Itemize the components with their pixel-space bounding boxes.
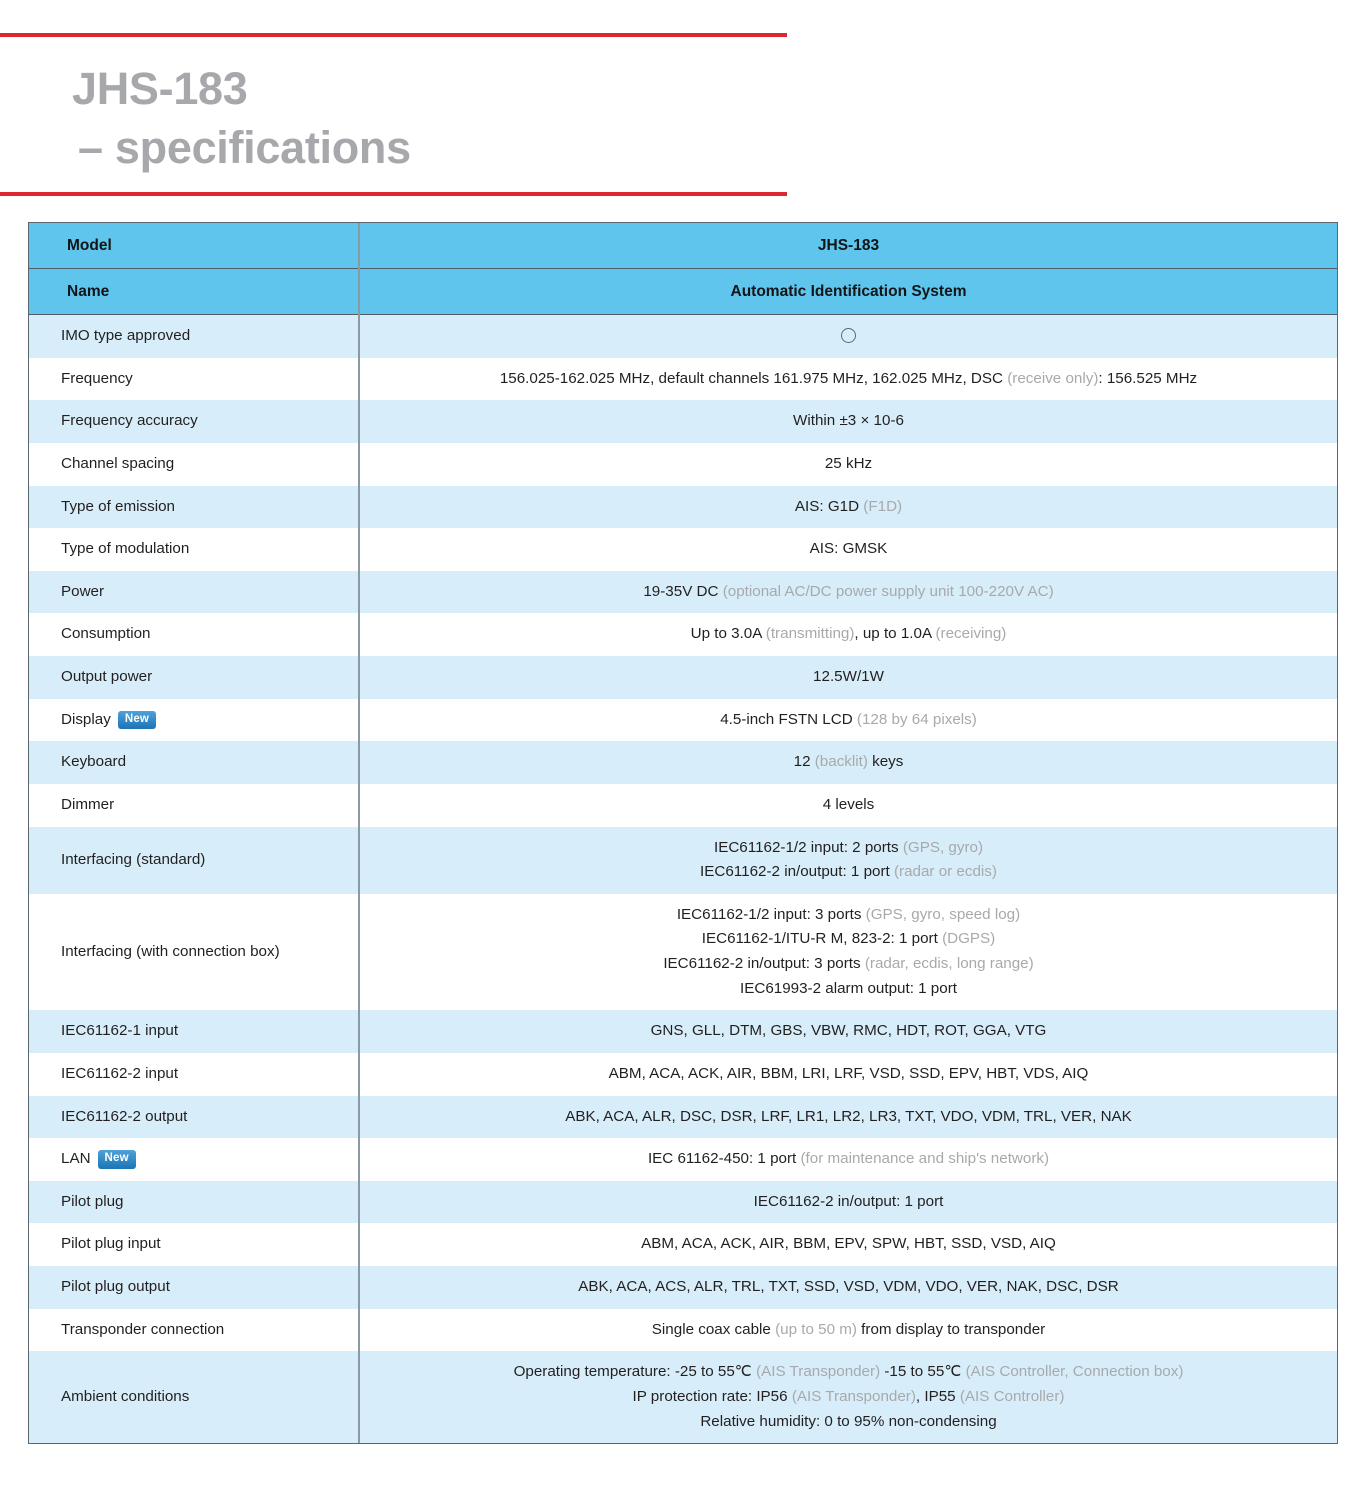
header-label-model: Model: [29, 223, 359, 269]
title-rule-bottom: [0, 192, 787, 196]
header-value-name: Automatic Identification System: [359, 268, 1337, 314]
page-title-main: JHS-183: [72, 63, 248, 114]
table-header-row: [29, 268, 1337, 314]
value-text: IEC61162-1/ITU-R M, 823-2: 1 port: [701, 930, 943, 948]
value-line: [374, 409, 1323, 434]
row-value-pilot-plug-output: [359, 1266, 1337, 1309]
row-label-pilot-plug-output: [29, 1266, 359, 1309]
value-line: [374, 1275, 1323, 1300]
row-label-consumption: [29, 613, 359, 656]
row-value-type-of-emission: [359, 486, 1337, 529]
row-label-keyboard: [29, 741, 359, 784]
row-value-iec61162-2-output: [359, 1096, 1337, 1139]
value-note: (AIS Controller): [959, 1387, 1065, 1405]
row-label-text: Transponder connection: [61, 1320, 225, 1338]
value-text: Operating temperature: -25 to 55℃: [513, 1363, 757, 1381]
value-note: (receive only): [1007, 369, 1099, 387]
page-title-sub: – specifications: [78, 122, 411, 174]
value-line: [374, 452, 1323, 477]
table-row: [29, 1309, 1337, 1352]
value-text: IEC61993-2 alarm output: 1 port: [740, 979, 957, 997]
value-text: IEC61162-2 in/output: 1 port: [753, 1192, 944, 1210]
table-row: [29, 656, 1337, 699]
row-label-display: [29, 699, 359, 742]
row-label-text: Frequency: [61, 369, 133, 387]
table-row: [29, 1138, 1337, 1181]
row-label-text: IMO type approved: [61, 327, 191, 344]
specifications-table: [29, 223, 1337, 1443]
row-label-text: Interfacing (with connection box): [61, 942, 280, 960]
value-text: AIS: G1D: [794, 497, 864, 515]
value-text: IEC61162-2 in/output: 1 port: [700, 863, 894, 881]
row-label-text: Display: [61, 710, 111, 728]
table-row: [29, 400, 1337, 443]
table-row: [29, 315, 1337, 358]
table-row: [29, 1053, 1337, 1096]
new-badge: New: [118, 711, 156, 730]
table-header-row: [29, 223, 1337, 269]
row-value-consumption: [359, 613, 1337, 656]
value-line: [374, 1410, 1323, 1435]
row-label-iec61162-2-input: [29, 1053, 359, 1096]
table-row: [29, 443, 1337, 486]
value-text: , up to 1.0A: [854, 625, 936, 643]
table-row: [29, 1223, 1337, 1266]
value-text: Single coax cable: [651, 1320, 776, 1338]
row-label-dimmer: [29, 784, 359, 827]
value-line: [374, 952, 1323, 977]
row-label-text: Dimmer: [61, 795, 115, 813]
value-note: (DGPS): [942, 930, 996, 948]
row-value-transponder-connection: [359, 1309, 1337, 1352]
value-line: [374, 793, 1323, 818]
row-label-text: Interfacing (standard): [61, 850, 206, 868]
table-row: [29, 571, 1337, 614]
table-row: [29, 894, 1337, 1011]
row-value-type-of-modulation: [359, 528, 1337, 571]
value-note: (GPS, gyro, speed log): [865, 905, 1021, 923]
value-line: [374, 708, 1323, 733]
value-text: ABK, ACA, ALR, DSC, DSR, LRF, LR1, LR2, LR3, TXT, VDO, VDM, TRL, VER, NAK: [565, 1107, 1132, 1125]
value-line: [374, 1062, 1323, 1087]
row-value-output-power: [359, 656, 1337, 699]
value-text: from display to transponder: [856, 1320, 1046, 1338]
table-row: [29, 528, 1337, 571]
value-note: (radar or ecdis): [893, 863, 997, 881]
value-text: Up to 3.0A: [690, 625, 766, 643]
row-value-ambient-conditions: [359, 1351, 1337, 1443]
value-text: 4.5-inch FSTN LCD: [720, 710, 857, 728]
row-value-power: [359, 571, 1337, 614]
row-label-text: IEC61162-2 output: [61, 1107, 188, 1125]
value-text: 12: [793, 753, 815, 771]
row-label-imo-type-approved: [29, 315, 359, 358]
row-label-type-of-emission: [29, 486, 359, 529]
row-value-frequency: [359, 358, 1337, 401]
row-value-keyboard: [359, 741, 1337, 784]
value-text: IEC 61162-450: 1 port: [647, 1150, 801, 1168]
value-text: AIS: GMSK: [809, 540, 888, 558]
row-value-dimmer: [359, 784, 1337, 827]
row-label-text: IEC61162-1 input: [61, 1022, 179, 1040]
table-row: [29, 1351, 1337, 1443]
table-row: [29, 613, 1337, 656]
value-line: [374, 1232, 1323, 1257]
value-text: IEC61162-1/2 input: 2 ports: [713, 838, 903, 856]
row-value-iec61162-1-input: [359, 1010, 1337, 1053]
row-label-iec61162-2-output: [29, 1096, 359, 1139]
row-label-text: Type of modulation: [61, 540, 190, 558]
value-text: Within ±3 × 10-6: [793, 412, 904, 430]
row-label-channel-spacing: [29, 443, 359, 486]
value-line: [374, 1019, 1323, 1044]
value-text: IEC61162-2 in/output: 3 ports: [663, 955, 865, 972]
row-label-iec61162-1-input: [29, 1010, 359, 1053]
table-row: [29, 741, 1337, 784]
row-label-text: Power: [61, 582, 105, 600]
value-text: ABM, ACA, ACK, AIR, BBM, EPV, SPW, HBT, SSD, VSD, AIQ: [641, 1235, 1056, 1253]
value-line: [374, 1360, 1323, 1385]
table-row: [29, 358, 1337, 401]
value-line: [374, 1318, 1323, 1343]
value-text: 12.5W/1W: [813, 668, 884, 685]
value-line: [374, 665, 1323, 690]
value-line: [374, 977, 1323, 1002]
value-line: [374, 860, 1323, 885]
value-line: [374, 367, 1323, 392]
row-value-pilot-plug: [359, 1181, 1337, 1224]
table-row: [29, 1096, 1337, 1139]
row-label-text: IEC61162-2 input: [61, 1064, 179, 1082]
value-text: keys: [867, 753, 904, 771]
value-line: [374, 927, 1323, 952]
row-label-frequency: [29, 358, 359, 401]
table-row: [29, 827, 1337, 894]
value-note: (F1D): [863, 497, 903, 515]
value-line: [374, 622, 1323, 647]
value-text: 156.025-162.025 MHz, default channels 161.975 MHz, 162.025 MHz, DSC: [499, 369, 1008, 387]
row-label-interfacing-with-connection-box: [29, 894, 359, 1011]
row-value-channel-spacing: [359, 443, 1337, 486]
new-badge: New: [98, 1150, 136, 1169]
table-row: [29, 699, 1337, 742]
value-note: (transmitting): [765, 625, 855, 643]
value-text: -15 to 55℃: [880, 1363, 966, 1381]
row-label-text: Pilot plug output: [61, 1278, 170, 1295]
page-title: [0, 37, 787, 192]
table-row: [29, 1266, 1337, 1309]
row-label-interfacing-standard: [29, 827, 359, 894]
value-text: IP protection rate: IP56: [632, 1387, 792, 1405]
table-row: [29, 784, 1337, 827]
value-text: , IP55: [915, 1387, 960, 1405]
row-label-pilot-plug-input: [29, 1223, 359, 1266]
value-line: [374, 903, 1323, 928]
value-note: (for maintenance and ship's network): [800, 1150, 1050, 1168]
value-line: [374, 580, 1323, 605]
row-value-display: [359, 699, 1337, 742]
row-label-text: LAN: [61, 1150, 91, 1168]
row-label-text: Pilot plug input: [61, 1235, 161, 1253]
header-value-model: JHS-183: [359, 223, 1337, 269]
value-note: (GPS, gyro): [902, 838, 984, 856]
value-line: [374, 537, 1323, 562]
row-label-text: Output power: [61, 668, 153, 685]
value-note: (AIS Controller, Connection box): [965, 1363, 1184, 1381]
table-row: [29, 1181, 1337, 1224]
row-label-text: Channel spacing: [61, 454, 175, 472]
value-note: (up to 50 m): [775, 1320, 857, 1338]
value-text: ABM, ACA, ACK, AIR, BBM, LRI, LRF, VSD, SSD, EPV, HBT, VDS, AIQ: [608, 1064, 1089, 1082]
row-value-interfacing-standard: [359, 827, 1337, 894]
row-label-type-of-modulation: [29, 528, 359, 571]
row-label-ambient-conditions: [29, 1351, 359, 1443]
value-note: (backlit): [814, 753, 868, 771]
value-note: (radar, ecdis, long range): [864, 955, 1034, 972]
row-value-interfacing-with-connection-box: [359, 894, 1337, 1011]
value-line: [374, 1190, 1323, 1215]
value-text: IEC61162-1/2 input: 3 ports: [676, 905, 866, 923]
value-note: (receiving): [935, 625, 1007, 643]
specifications-table-container: [28, 222, 1338, 1444]
row-label-frequency-accuracy: [29, 400, 359, 443]
value-line: [374, 495, 1323, 520]
value-text: 25 kHz: [824, 454, 873, 472]
row-label-text: Type of emission: [61, 497, 175, 515]
table-row: [29, 1010, 1337, 1053]
row-label-power: [29, 571, 359, 614]
row-label-text: Keyboard: [61, 753, 127, 771]
row-label-text: Pilot plug: [61, 1192, 124, 1210]
value-note: (optional AC/DC power supply unit 100-220V AC): [722, 582, 1054, 600]
page-title-block: [0, 33, 787, 196]
value-note: (128 by 64 pixels): [856, 710, 977, 728]
header-label-name: Name: [29, 268, 359, 314]
row-value-imo-type-approved: [359, 315, 1337, 358]
value-text: 4 levels: [822, 795, 875, 813]
row-label-pilot-plug: [29, 1181, 359, 1224]
value-line: [374, 1147, 1323, 1172]
value-line: [374, 1385, 1323, 1410]
row-label-text: Frequency accuracy: [61, 412, 198, 430]
value-text: : 156.525 MHz: [1098, 369, 1198, 387]
row-label-text: Consumption: [61, 625, 151, 643]
value-text: GNS, GLL, DTM, GBS, VBW, RMC, HDT, ROT, GGA, VTG: [650, 1022, 1047, 1040]
value-line: [374, 1105, 1323, 1130]
row-value-lan: [359, 1138, 1337, 1181]
row-label-text: Ambient conditions: [61, 1387, 190, 1405]
row-value-pilot-plug-input: [359, 1223, 1337, 1266]
value-note: (AIS Transponder): [756, 1363, 881, 1381]
value-line: [374, 750, 1323, 775]
row-label-lan: [29, 1138, 359, 1181]
value-text: 19-35V DC: [643, 582, 723, 600]
value-text: Relative humidity: 0 to 95% non-condensing: [700, 1412, 997, 1430]
value-note: (AIS Transponder): [791, 1387, 916, 1405]
circle-mark-icon: [841, 328, 856, 343]
row-value-iec61162-2-input: [359, 1053, 1337, 1096]
table-row: [29, 486, 1337, 529]
row-label-output-power: [29, 656, 359, 699]
row-label-transponder-connection: [29, 1309, 359, 1352]
value-text: ABK, ACA, ACS, ALR, TRL, TXT, SSD, VSD, VDM, VDO, VER, NAK, DSC, DSR: [578, 1278, 1119, 1295]
row-value-frequency-accuracy: [359, 400, 1337, 443]
value-line: [374, 836, 1323, 861]
